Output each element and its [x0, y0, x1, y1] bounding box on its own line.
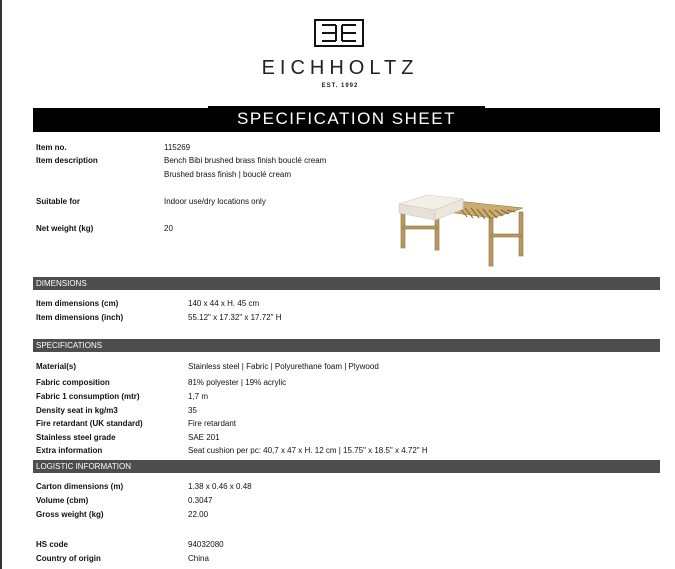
net-weight-value: 20 — [164, 224, 173, 233]
fabric-composition-label: Fabric composition — [36, 378, 110, 387]
materials-value: Stainless steel | Fabric | Polyurethane foam | Plywood — [188, 362, 379, 371]
sheet-title: SPECIFICATION SHEET — [33, 106, 660, 132]
hs-code-value: 94032080 — [188, 540, 224, 549]
section-header-specifications: SPECIFICATIONS — [33, 339, 660, 352]
section-header-logistics: LOGISTIC INFORMATION — [33, 460, 660, 473]
eichholtz-logo — [314, 19, 364, 47]
section-header-dimensions: DIMENSIONS — [33, 277, 660, 290]
suitable-for-value: Indoor use/dry locations only — [164, 197, 266, 206]
title-bar-notch-left — [33, 106, 208, 108]
suitable-for-label: Suitable for — [36, 197, 81, 206]
steel-grade-label: Stainless steel grade — [36, 433, 116, 442]
gross-weight-value: 22.00 — [188, 510, 209, 519]
materials-label: Material(s) — [36, 362, 77, 371]
fire-retardant-label: Fire retardant (UK standard) — [36, 419, 143, 428]
fabric-consumption-label: Fabric 1 consumption (mtr) — [36, 392, 140, 401]
volume-value: 0.3047 — [188, 496, 213, 505]
dimensions-cm-label: Item dimensions (cm) — [36, 299, 119, 308]
volume-label: Volume (cbm) — [36, 496, 89, 505]
steel-grade-value: SAE 201 — [188, 433, 220, 442]
logo-monogram-icon — [316, 21, 362, 45]
carton-dimensions-value: 1.38 x 0.46 x 0.48 — [188, 482, 252, 491]
title-bar-notch-right — [485, 106, 660, 108]
dimensions-inch-label: Item dimensions (inch) — [36, 313, 124, 322]
item-no-label: Item no. — [36, 143, 67, 152]
gross-weight-label: Gross weight (kg) — [36, 510, 104, 519]
dimensions-cm-value: 140 x 44 x H. 45 cm — [188, 299, 260, 308]
item-description-label: Item description — [36, 156, 98, 165]
carton-dimensions-label: Carton dimensions (m) — [36, 482, 124, 491]
country-of-origin-value: China — [188, 554, 209, 563]
net-weight-label: Net weight (kg) — [36, 224, 94, 233]
item-description-value: Bench Bibi brushed brass finish bouclé cream — [164, 156, 327, 165]
extra-information-label: Extra information — [36, 446, 103, 455]
item-no-value: 115269 — [164, 143, 191, 152]
page-left-border — [0, 0, 2, 569]
bench-product-image — [395, 190, 530, 270]
fabric-composition-value: 81% polyester | 19% acrylic — [188, 378, 287, 387]
density-seat-value: 35 — [188, 406, 197, 415]
density-seat-label: Density seat in kg/m3 — [36, 406, 118, 415]
brand-established: EST. 1992 — [321, 83, 359, 89]
dimensions-inch-value: 55.12" x 17.32" x 17.72" H — [188, 313, 282, 322]
fire-retardant-value: Fire retardant — [188, 419, 237, 428]
hs-code-label: HS code — [36, 540, 69, 549]
fabric-consumption-value: 1,7 m — [188, 392, 209, 401]
country-of-origin-label: Country of origin — [36, 554, 101, 563]
extra-information-value: Seat cushion per pc: 40,7 x 47 x H. 12 cm | 15.75" x 18.5" x 4.72" H — [188, 446, 428, 455]
brand-name: EICHHOLTZ — [261, 57, 419, 79]
bench-cushion — [399, 195, 463, 220]
item-description-value-2: Brushed brass finish | bouclé cream — [164, 170, 292, 179]
